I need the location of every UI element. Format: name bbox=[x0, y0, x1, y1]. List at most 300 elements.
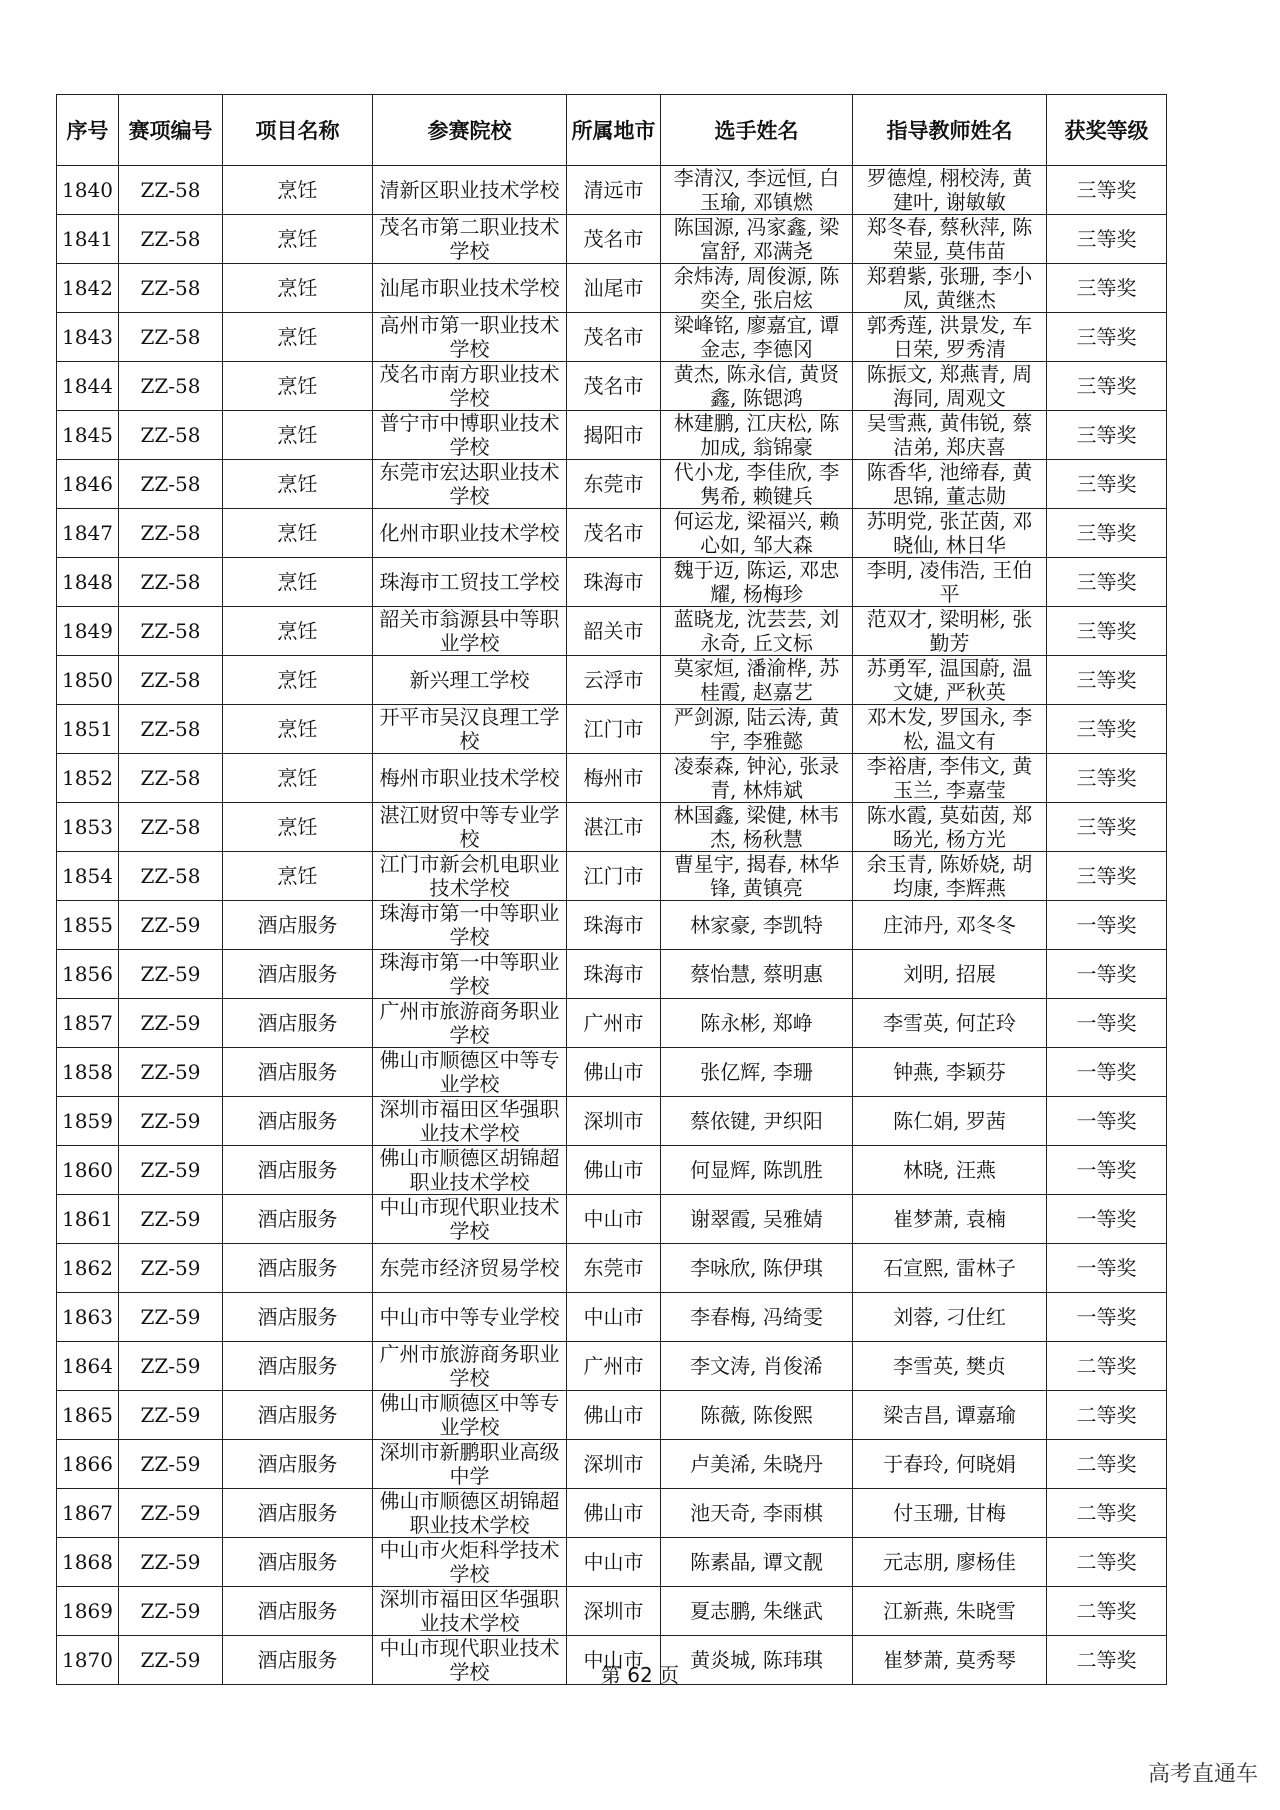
table-row bbox=[57, 1293, 1167, 1342]
cell-contestants-text: 黄炎城, 陈玮琪 bbox=[690, 1648, 823, 1672]
cell-serial: 1845 bbox=[57, 411, 119, 460]
cell-school-text: 广州市旅游商务职业学校 bbox=[379, 1342, 560, 1390]
cell-school bbox=[373, 901, 567, 950]
cell-event-code: ZZ-59 bbox=[119, 1048, 223, 1097]
cell-instructors bbox=[853, 656, 1047, 705]
header-row bbox=[57, 95, 1167, 166]
table-row bbox=[57, 999, 1167, 1048]
cell-instructors-text: 陈香华, 池缔春, 黄思锦, 董志勋 bbox=[866, 460, 1033, 508]
cell-school bbox=[373, 1146, 567, 1195]
cell-city: 茂名市 bbox=[567, 362, 661, 411]
cell-city: 中山市 bbox=[567, 1293, 661, 1342]
cell-event-code: ZZ-59 bbox=[119, 901, 223, 950]
cell-contestants-text: 陈素晶, 谭文靓 bbox=[690, 1550, 823, 1574]
cell-city: 汕尾市 bbox=[567, 264, 661, 313]
cell-project-name: 酒店服务 bbox=[223, 1636, 373, 1685]
table-row bbox=[57, 362, 1167, 411]
cell-contestants bbox=[661, 1489, 853, 1538]
cell-instructors bbox=[853, 1391, 1047, 1440]
cell-instructors-text: 陈振文, 郑燕青, 周海同, 周观文 bbox=[866, 362, 1033, 410]
cell-instructors bbox=[853, 313, 1047, 362]
cell-project-name: 酒店服务 bbox=[223, 999, 373, 1048]
cell-contestants-text: 谢翠霞, 吴雅婧 bbox=[690, 1207, 823, 1231]
cell-instructors-text: 余玉青, 陈娇娆, 胡均康, 李辉燕 bbox=[866, 852, 1033, 900]
cell-award-level: 三等奖 bbox=[1047, 264, 1167, 313]
header-cell: 所属地市 bbox=[567, 95, 661, 166]
cell-project-name: 酒店服务 bbox=[223, 1587, 373, 1636]
cell-serial: 1848 bbox=[57, 558, 119, 607]
cell-project-name: 酒店服务 bbox=[223, 1097, 373, 1146]
cell-school bbox=[373, 1342, 567, 1391]
cell-contestants bbox=[661, 362, 853, 411]
cell-school bbox=[373, 1195, 567, 1244]
cell-award-level: 三等奖 bbox=[1047, 803, 1167, 852]
cell-project-name: 酒店服务 bbox=[223, 1048, 373, 1097]
cell-contestants-text: 余炜涛, 周俊源, 陈奕全, 张启炫 bbox=[673, 264, 840, 312]
cell-city: 揭阳市 bbox=[567, 411, 661, 460]
cell-city: 茂名市 bbox=[567, 313, 661, 362]
cell-contestants-text: 林家豪, 李凯特 bbox=[690, 913, 823, 937]
cell-school-text: 高州市第一职业技术学校 bbox=[379, 313, 560, 361]
cell-contestants bbox=[661, 1587, 853, 1636]
table-row bbox=[57, 313, 1167, 362]
cell-award-level: 三等奖 bbox=[1047, 558, 1167, 607]
cell-city: 珠海市 bbox=[567, 558, 661, 607]
table-row bbox=[57, 264, 1167, 313]
cell-city: 中山市 bbox=[567, 1636, 661, 1685]
cell-project-name: 烹饪 bbox=[223, 705, 373, 754]
cell-instructors bbox=[853, 950, 1047, 999]
cell-serial: 1852 bbox=[57, 754, 119, 803]
cell-city: 江门市 bbox=[567, 852, 661, 901]
cell-school bbox=[373, 313, 567, 362]
cell-serial: 1859 bbox=[57, 1097, 119, 1146]
cell-event-code: ZZ-58 bbox=[119, 313, 223, 362]
cell-award-level: 一等奖 bbox=[1047, 1048, 1167, 1097]
cell-instructors-text: 刘蓉, 刁仕红 bbox=[893, 1305, 1006, 1329]
table-row bbox=[57, 950, 1167, 999]
cell-award-level: 三等奖 bbox=[1047, 313, 1167, 362]
cell-contestants-text: 代小龙, 李佳欣, 李隽希, 赖键兵 bbox=[673, 460, 840, 508]
cell-serial: 1847 bbox=[57, 509, 119, 558]
cell-award-level: 二等奖 bbox=[1047, 1391, 1167, 1440]
cell-award-level: 三等奖 bbox=[1047, 607, 1167, 656]
cell-instructors bbox=[853, 411, 1047, 460]
cell-school-text: 普宁市中博职业技术学校 bbox=[379, 411, 560, 459]
cell-instructors-text: 李雪英, 何芷玲 bbox=[883, 1011, 1016, 1035]
cell-serial: 1850 bbox=[57, 656, 119, 705]
cell-serial: 1849 bbox=[57, 607, 119, 656]
cell-contestants-text: 梁峰铭, 廖嘉宜, 谭金志, 李德冈 bbox=[673, 313, 840, 361]
cell-event-code: ZZ-59 bbox=[119, 1293, 223, 1342]
cell-serial: 1841 bbox=[57, 215, 119, 264]
cell-instructors bbox=[853, 999, 1047, 1048]
cell-contestants bbox=[661, 1538, 853, 1587]
cell-city: 佛山市 bbox=[567, 1048, 661, 1097]
cell-contestants-text: 严剑源, 陆云涛, 黄宇, 李雅懿 bbox=[673, 705, 840, 753]
cell-project-name: 酒店服务 bbox=[223, 1391, 373, 1440]
cell-project-name: 烹饪 bbox=[223, 215, 373, 264]
cell-instructors-text: 钟燕, 李颖芬 bbox=[893, 1060, 1006, 1084]
cell-instructors bbox=[853, 1195, 1047, 1244]
cell-project-name: 酒店服务 bbox=[223, 1146, 373, 1195]
cell-instructors-text: 苏明党, 张芷茵, 邓晓仙, 林日华 bbox=[866, 509, 1033, 557]
cell-contestants bbox=[661, 1146, 853, 1195]
cell-project-name: 烹饪 bbox=[223, 411, 373, 460]
cell-event-code: ZZ-59 bbox=[119, 1440, 223, 1489]
cell-school-text: 东莞市经济贸易学校 bbox=[379, 1256, 560, 1280]
cell-instructors bbox=[853, 264, 1047, 313]
cell-city: 珠海市 bbox=[567, 901, 661, 950]
watermark-text: 高考直通车 bbox=[1147, 1762, 1258, 1787]
cell-city: 茂名市 bbox=[567, 215, 661, 264]
cell-contestants bbox=[661, 411, 853, 460]
cell-contestants-text: 林建鹏, 江庆松, 陈加成, 翁锦豪 bbox=[673, 411, 840, 459]
cell-city: 中山市 bbox=[567, 1195, 661, 1244]
cell-award-level: 三等奖 bbox=[1047, 411, 1167, 460]
cell-contestants bbox=[661, 264, 853, 313]
cell-project-name: 烹饪 bbox=[223, 656, 373, 705]
table-row bbox=[57, 1489, 1167, 1538]
cell-contestants-text: 李文涛, 肖俊浠 bbox=[690, 1354, 823, 1378]
cell-contestants bbox=[661, 313, 853, 362]
cell-contestants bbox=[661, 705, 853, 754]
cell-instructors-text: 林晓, 汪燕 bbox=[903, 1158, 996, 1182]
cell-instructors-text: 苏勇军, 温国蔚, 温文婕, 严秋英 bbox=[866, 656, 1033, 704]
cell-contestants bbox=[661, 852, 853, 901]
cell-instructors bbox=[853, 460, 1047, 509]
cell-city: 韶关市 bbox=[567, 607, 661, 656]
cell-instructors-text: 罗德煌, 栩校涛, 黄建叶, 谢敏敏 bbox=[866, 166, 1033, 214]
cell-contestants bbox=[661, 607, 853, 656]
table-row bbox=[57, 1342, 1167, 1391]
cell-contestants bbox=[661, 1391, 853, 1440]
cell-contestants-text: 蓝晓龙, 沈芸芸, 刘永奇, 丘文标 bbox=[673, 607, 840, 655]
cell-contestants-text: 蔡依键, 尹织阳 bbox=[690, 1109, 823, 1133]
cell-instructors bbox=[853, 215, 1047, 264]
cell-instructors bbox=[853, 901, 1047, 950]
cell-city: 云浮市 bbox=[567, 656, 661, 705]
table-row bbox=[57, 1244, 1167, 1293]
cell-instructors-text: 元志朋, 廖杨佳 bbox=[883, 1550, 1016, 1574]
cell-event-code: ZZ-58 bbox=[119, 166, 223, 215]
cell-event-code: ZZ-58 bbox=[119, 754, 223, 803]
cell-serial: 1869 bbox=[57, 1587, 119, 1636]
table-row bbox=[57, 1097, 1167, 1146]
cell-school-text: 新兴理工学校 bbox=[409, 668, 530, 692]
cell-instructors bbox=[853, 1293, 1047, 1342]
cell-school-text: 中山市火炬科学技术学校 bbox=[379, 1538, 560, 1586]
cell-event-code: ZZ-59 bbox=[119, 950, 223, 999]
awards-table bbox=[56, 94, 1167, 1685]
cell-contestants-text: 何显辉, 陈凯胜 bbox=[690, 1158, 823, 1182]
cell-school-text: 梅州市职业技术学校 bbox=[379, 766, 560, 790]
cell-school bbox=[373, 607, 567, 656]
cell-contestants bbox=[661, 1293, 853, 1342]
cell-school bbox=[373, 264, 567, 313]
header-cell: 序号 bbox=[57, 95, 119, 166]
cell-city: 广州市 bbox=[567, 1342, 661, 1391]
cell-school-text: 珠海市工贸技工学校 bbox=[379, 570, 560, 594]
cell-school-text: 佛山市顺德区中等专业学校 bbox=[379, 1048, 560, 1096]
cell-contestants-text: 凌泰森, 钟沁, 张录青, 林炜斌 bbox=[673, 754, 840, 802]
cell-serial: 1858 bbox=[57, 1048, 119, 1097]
cell-event-code: ZZ-58 bbox=[119, 803, 223, 852]
cell-contestants-text: 陈永彬, 郑峥 bbox=[700, 1011, 813, 1035]
cell-award-level: 三等奖 bbox=[1047, 166, 1167, 215]
cell-instructors-text: 范双才, 梁明彬, 张勤芳 bbox=[866, 607, 1033, 655]
table-row bbox=[57, 705, 1167, 754]
cell-serial: 1864 bbox=[57, 1342, 119, 1391]
cell-school-text: 中山市现代职业技术学校 bbox=[379, 1636, 560, 1684]
cell-project-name: 烹饪 bbox=[223, 460, 373, 509]
table-row bbox=[57, 803, 1167, 852]
table-row bbox=[57, 852, 1167, 901]
cell-serial: 1853 bbox=[57, 803, 119, 852]
cell-project-name: 烹饪 bbox=[223, 264, 373, 313]
cell-serial: 1843 bbox=[57, 313, 119, 362]
cell-school-text: 开平市吴汉良理工学校 bbox=[379, 705, 560, 753]
cell-instructors-text: 刘明, 招展 bbox=[903, 962, 996, 986]
cell-contestants bbox=[661, 1195, 853, 1244]
cell-instructors bbox=[853, 1587, 1047, 1636]
cell-instructors bbox=[853, 558, 1047, 607]
cell-event-code: ZZ-59 bbox=[119, 1146, 223, 1195]
cell-event-code: ZZ-58 bbox=[119, 607, 223, 656]
cell-serial: 1870 bbox=[57, 1636, 119, 1685]
cell-school-text: 深圳市福田区华强职业技术学校 bbox=[379, 1587, 560, 1635]
cell-school bbox=[373, 460, 567, 509]
cell-instructors-text: 李雪英, 樊贞 bbox=[893, 1354, 1006, 1378]
cell-contestants bbox=[661, 1097, 853, 1146]
cell-award-level: 三等奖 bbox=[1047, 509, 1167, 558]
cell-school bbox=[373, 1587, 567, 1636]
cell-project-name: 酒店服务 bbox=[223, 1244, 373, 1293]
cell-city: 佛山市 bbox=[567, 1391, 661, 1440]
cell-school bbox=[373, 411, 567, 460]
cell-instructors bbox=[853, 1489, 1047, 1538]
cell-event-code: ZZ-58 bbox=[119, 215, 223, 264]
cell-contestants-text: 陈国源, 冯家鑫, 梁富舒, 邓满尧 bbox=[673, 215, 840, 263]
cell-project-name: 酒店服务 bbox=[223, 1342, 373, 1391]
cell-serial: 1867 bbox=[57, 1489, 119, 1538]
cell-school-text: 韶关市翁源县中等职业学校 bbox=[379, 607, 560, 655]
cell-award-level: 一等奖 bbox=[1047, 1146, 1167, 1195]
cell-contestants-text: 曹星宇, 揭春, 林华锋, 黄镇亮 bbox=[673, 852, 840, 900]
cell-contestants bbox=[661, 950, 853, 999]
cell-school bbox=[373, 656, 567, 705]
cell-city: 江门市 bbox=[567, 705, 661, 754]
cell-instructors-text: 崔梦萧, 莫秀琴 bbox=[883, 1648, 1016, 1672]
cell-instructors-text: 李明, 凌伟浩, 王伯平 bbox=[866, 558, 1033, 606]
cell-contestants-text: 张亿辉, 李珊 bbox=[700, 1060, 813, 1084]
cell-city: 东莞市 bbox=[567, 460, 661, 509]
cell-school bbox=[373, 1097, 567, 1146]
cell-event-code: ZZ-59 bbox=[119, 1391, 223, 1440]
cell-award-level: 一等奖 bbox=[1047, 1097, 1167, 1146]
cell-contestants bbox=[661, 1342, 853, 1391]
cell-award-level: 一等奖 bbox=[1047, 999, 1167, 1048]
cell-project-name: 烹饪 bbox=[223, 607, 373, 656]
cell-serial: 1851 bbox=[57, 705, 119, 754]
cell-contestants-text: 何运龙, 梁福兴, 赖心如, 邹大森 bbox=[673, 509, 840, 557]
cell-event-code: ZZ-58 bbox=[119, 509, 223, 558]
cell-school bbox=[373, 1293, 567, 1342]
header-cell: 获奖等级 bbox=[1047, 95, 1167, 166]
cell-instructors bbox=[853, 852, 1047, 901]
table-row bbox=[57, 607, 1167, 656]
cell-contestants-text: 李清汉, 李远恒, 白玉瑜, 邓镇燃 bbox=[673, 166, 840, 214]
cell-instructors-text: 石宣熙, 雷林子 bbox=[883, 1256, 1016, 1280]
cell-instructors-text: 郑碧紫, 张珊, 李小凤, 黄继杰 bbox=[866, 264, 1033, 312]
cell-school bbox=[373, 1489, 567, 1538]
cell-project-name: 烹饪 bbox=[223, 754, 373, 803]
cell-school bbox=[373, 852, 567, 901]
table-row bbox=[57, 460, 1167, 509]
cell-contestants bbox=[661, 656, 853, 705]
cell-instructors-text: 付玉珊, 甘梅 bbox=[893, 1501, 1006, 1525]
cell-event-code: ZZ-58 bbox=[119, 705, 223, 754]
cell-instructors bbox=[853, 1342, 1047, 1391]
cell-project-name: 烹饪 bbox=[223, 166, 373, 215]
cell-school-text: 江门市新会机电职业技术学校 bbox=[379, 852, 560, 900]
table-row bbox=[57, 558, 1167, 607]
cell-instructors bbox=[853, 1538, 1047, 1587]
cell-school-text: 珠海市第一中等职业学校 bbox=[379, 950, 560, 998]
cell-contestants-text: 林国鑫, 梁健, 林韦杰, 杨秋慧 bbox=[673, 803, 840, 851]
cell-project-name: 烹饪 bbox=[223, 558, 373, 607]
header-cell: 项目名称 bbox=[223, 95, 373, 166]
table-row bbox=[57, 166, 1167, 215]
cell-event-code: ZZ-59 bbox=[119, 1097, 223, 1146]
cell-serial: 1863 bbox=[57, 1293, 119, 1342]
cell-award-level: 二等奖 bbox=[1047, 1489, 1167, 1538]
cell-serial: 1866 bbox=[57, 1440, 119, 1489]
cell-school bbox=[373, 999, 567, 1048]
cell-city: 深圳市 bbox=[567, 1587, 661, 1636]
cell-city: 茂名市 bbox=[567, 509, 661, 558]
table-row bbox=[57, 656, 1167, 705]
cell-school bbox=[373, 215, 567, 264]
cell-instructors bbox=[853, 803, 1047, 852]
cell-award-level: 一等奖 bbox=[1047, 1293, 1167, 1342]
cell-instructors-text: 于春玲, 何晓娟 bbox=[883, 1452, 1016, 1476]
header-cell: 指导教师姓名 bbox=[853, 95, 1047, 166]
cell-event-code: ZZ-58 bbox=[119, 264, 223, 313]
cell-serial: 1861 bbox=[57, 1195, 119, 1244]
cell-instructors bbox=[853, 166, 1047, 215]
cell-event-code: ZZ-59 bbox=[119, 1636, 223, 1685]
cell-city: 梅州市 bbox=[567, 754, 661, 803]
cell-event-code: ZZ-58 bbox=[119, 362, 223, 411]
cell-project-name: 酒店服务 bbox=[223, 1538, 373, 1587]
cell-contestants bbox=[661, 754, 853, 803]
cell-contestants bbox=[661, 901, 853, 950]
cell-serial: 1854 bbox=[57, 852, 119, 901]
cell-serial: 1862 bbox=[57, 1244, 119, 1293]
cell-project-name: 酒店服务 bbox=[223, 1489, 373, 1538]
table-row bbox=[57, 1048, 1167, 1097]
cell-instructors bbox=[853, 1146, 1047, 1195]
cell-city: 湛江市 bbox=[567, 803, 661, 852]
cell-serial: 1868 bbox=[57, 1538, 119, 1587]
cell-instructors-text: 江新燕, 朱晓雪 bbox=[883, 1599, 1016, 1623]
cell-award-level: 一等奖 bbox=[1047, 901, 1167, 950]
cell-school-text: 佛山市顺德区胡锦超职业技术学校 bbox=[379, 1146, 560, 1194]
cell-instructors-text: 陈仁娟, 罗茜 bbox=[893, 1109, 1006, 1133]
cell-city: 深圳市 bbox=[567, 1440, 661, 1489]
header-cell: 参赛院校 bbox=[373, 95, 567, 166]
cell-city: 佛山市 bbox=[567, 1146, 661, 1195]
cell-school-text: 中山市现代职业技术学校 bbox=[379, 1195, 560, 1243]
table-row bbox=[57, 1440, 1167, 1489]
cell-event-code: ZZ-59 bbox=[119, 1587, 223, 1636]
cell-instructors-text: 邓木发, 罗国永, 李松, 温文有 bbox=[866, 705, 1033, 753]
cell-contestants-text: 陈薇, 陈俊熙 bbox=[700, 1403, 813, 1427]
table-row bbox=[57, 1195, 1167, 1244]
table-body bbox=[57, 166, 1167, 1685]
table-row bbox=[57, 1391, 1167, 1440]
cell-instructors bbox=[853, 705, 1047, 754]
cell-event-code: ZZ-59 bbox=[119, 1342, 223, 1391]
cell-serial: 1855 bbox=[57, 901, 119, 950]
cell-project-name: 酒店服务 bbox=[223, 901, 373, 950]
cell-contestants bbox=[661, 166, 853, 215]
cell-project-name: 酒店服务 bbox=[223, 1440, 373, 1489]
cell-school bbox=[373, 362, 567, 411]
cell-event-code: ZZ-58 bbox=[119, 852, 223, 901]
table-row bbox=[57, 509, 1167, 558]
cell-serial: 1865 bbox=[57, 1391, 119, 1440]
cell-instructors-text: 庄沛丹, 邓冬冬 bbox=[883, 913, 1016, 937]
table-row bbox=[57, 1146, 1167, 1195]
cell-award-level: 三等奖 bbox=[1047, 705, 1167, 754]
cell-school-text: 东莞市宏达职业技术学校 bbox=[379, 460, 560, 508]
cell-school bbox=[373, 1048, 567, 1097]
cell-contestants bbox=[661, 1244, 853, 1293]
table-row bbox=[57, 1587, 1167, 1636]
cell-instructors bbox=[853, 1048, 1047, 1097]
page-number: 第 62 页 bbox=[600, 1663, 680, 1687]
cell-school-text: 汕尾市职业技术学校 bbox=[379, 276, 560, 300]
cell-school-text: 茂名市南方职业技术学校 bbox=[379, 362, 560, 410]
cell-award-level: 二等奖 bbox=[1047, 1636, 1167, 1685]
table-row bbox=[57, 901, 1167, 950]
cell-serial: 1840 bbox=[57, 166, 119, 215]
cell-school bbox=[373, 950, 567, 999]
cell-city: 广州市 bbox=[567, 999, 661, 1048]
cell-contestants bbox=[661, 1048, 853, 1097]
table-row bbox=[57, 1538, 1167, 1587]
cell-award-level: 二等奖 bbox=[1047, 1440, 1167, 1489]
cell-event-code: ZZ-59 bbox=[119, 1195, 223, 1244]
cell-instructors bbox=[853, 1097, 1047, 1146]
cell-city: 深圳市 bbox=[567, 1097, 661, 1146]
cell-project-name: 烹饪 bbox=[223, 852, 373, 901]
cell-contestants bbox=[661, 509, 853, 558]
cell-contestants bbox=[661, 215, 853, 264]
cell-city: 东莞市 bbox=[567, 1244, 661, 1293]
cell-contestants-text: 黄杰, 陈永信, 黄贤鑫, 陈锶鸿 bbox=[673, 362, 840, 410]
cell-school-text: 珠海市第一中等职业学校 bbox=[379, 901, 560, 949]
cell-project-name: 烹饪 bbox=[223, 509, 373, 558]
cell-instructors bbox=[853, 1440, 1047, 1489]
header-cell: 选手姓名 bbox=[661, 95, 853, 166]
cell-school bbox=[373, 1391, 567, 1440]
cell-school bbox=[373, 509, 567, 558]
cell-school-text: 清新区职业技术学校 bbox=[379, 178, 560, 202]
cell-contestants-text: 魏于迈, 陈运, 邓忠耀, 杨梅珍 bbox=[673, 558, 840, 606]
